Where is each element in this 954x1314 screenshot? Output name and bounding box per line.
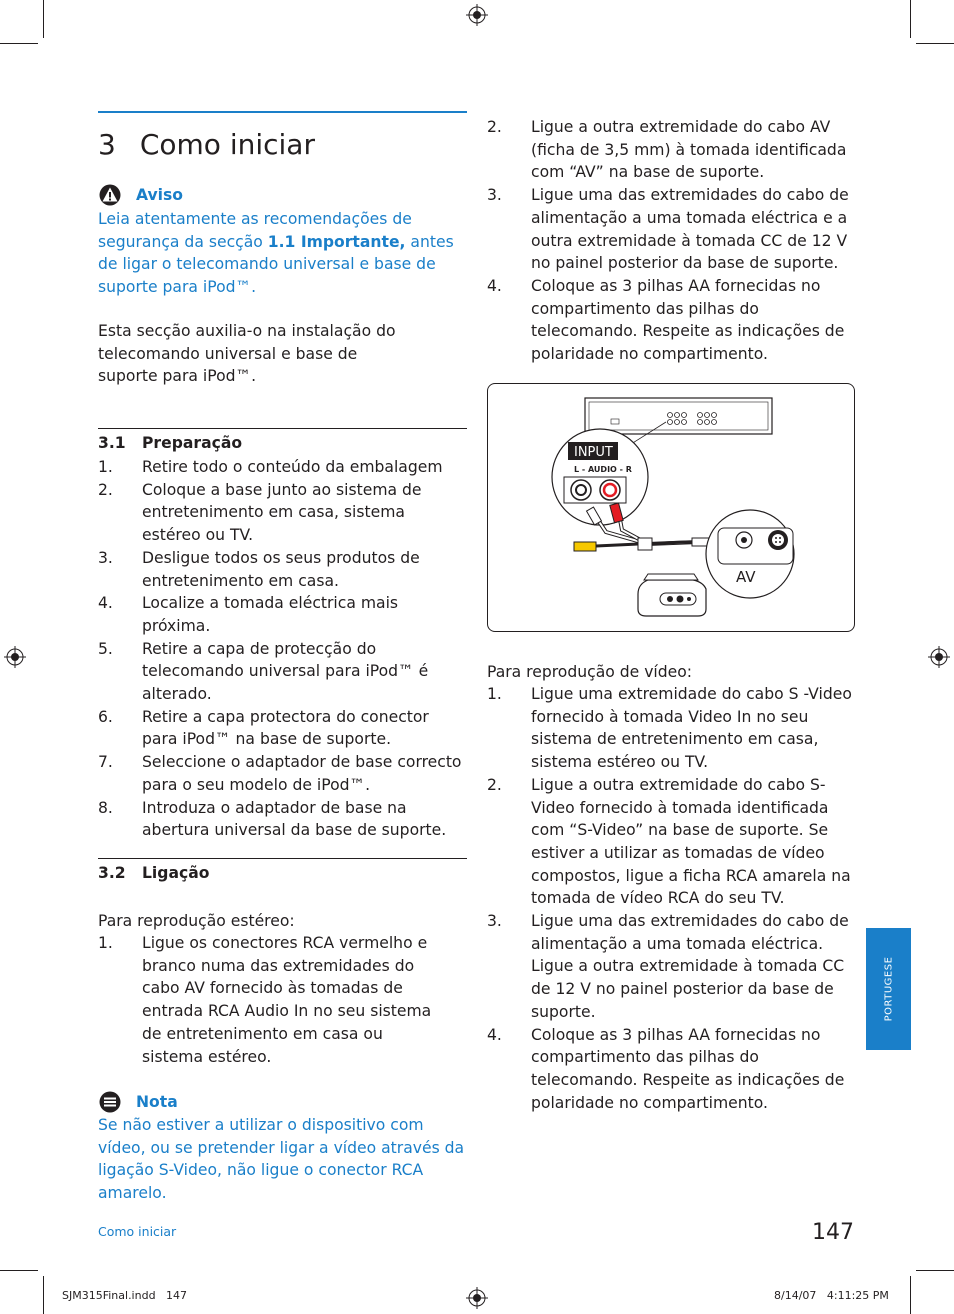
- registration-mark-icon: [4, 646, 26, 668]
- footer-section: Como iniciar: [98, 1224, 177, 1239]
- section-32-number: 3.2: [98, 864, 126, 882]
- list-item: 4. Coloque as 3 pilhas AA fornecidas no compartimento das pilhas do telecomando. Respeite as indicações de polaridade no compartimento.: [487, 276, 845, 364]
- chapter-rule: [98, 111, 467, 113]
- crop-mark: [910, 0, 911, 38]
- stereo-intro: Para reprodução estéreo:: [98, 912, 295, 930]
- connection-diagram: [488, 384, 854, 631]
- language-tab: [866, 928, 911, 1050]
- preparation-list: [98, 456, 468, 842]
- note-icon: [98, 1091, 122, 1113]
- crop-mark: [0, 43, 38, 44]
- video-intro: Para reprodução de vídeo:: [487, 663, 693, 681]
- page-number: 147: [812, 1220, 854, 1245]
- crop-mark: [0, 1270, 38, 1271]
- warning-label: Aviso: [136, 186, 184, 204]
- slug-date: 8/14/07 4:11:25 PM: [774, 1289, 889, 1302]
- list-item: 3. Ligue uma das extremidades do cabo de alimentação a uma tomada eléctrica e a outra extremidade à tomada CC de 12 V no painel posterior da base de suporte.: [487, 186, 849, 273]
- slug-file: SJM315Final.indd 147: [62, 1289, 188, 1302]
- warning-text: [98, 208, 468, 299]
- section-31-title: Preparação: [142, 434, 243, 452]
- warning-icon: [98, 184, 122, 206]
- stereo-list-part2: [487, 116, 857, 366]
- note-text: Se não estiver a utilizar o dispositivo com vídeo, ou se pretender ligar a vídeo através da ligação S-Video, não ligue o conector RCA amarelo.: [98, 1116, 465, 1203]
- section-rule: [98, 428, 467, 429]
- registration-mark-icon: [466, 1287, 488, 1309]
- section-31-number: 3.1: [98, 434, 126, 452]
- warning-text-b: antes de ligar o telecomando universal e base de suporte para iPod™.: [98, 232, 454, 297]
- list-item: 4. Coloque as 3 pilhas AA fornecidas no compartimento das pilhas do telecomando. Respeite as indicações de polaridade no compartimento.: [487, 1025, 845, 1112]
- list-item: 5. Retire a capa de protecção do telecomando universal para iPod™ é alterado.: [98, 639, 429, 704]
- video-list: [487, 683, 857, 1114]
- registration-mark-icon: [466, 4, 488, 26]
- list-item: 2. Coloque a base junto ao sistema de entretenimento em casa, sistema estéreo ou TV.: [98, 480, 422, 545]
- crop-mark: [43, 1276, 44, 1314]
- warning-box: [98, 183, 468, 299]
- section-32-heading: [98, 864, 210, 882]
- stereo-list-part1: [98, 932, 443, 1068]
- chapter-title: Como iniciar: [139, 128, 315, 161]
- list-item: 3. Desligue todos os seus produtos de entretenimento em casa.: [98, 548, 420, 590]
- list-item: 3. Ligue uma das extremidades do cabo de alimentação a uma tomada eléctrica. Ligue a outra extremidade à tomada CC de 12 V no painel posterior da base de suporte.: [487, 912, 849, 1021]
- section-32-title: Ligação: [142, 864, 210, 882]
- list-item: 4. Localize a tomada eléctrica mais próxima.: [98, 594, 399, 635]
- intro-paragraph: Esta secção auxilia-o na instalação do telecomando universal e base de suporte para iPod™.: [98, 322, 396, 386]
- crop-mark: [910, 1276, 911, 1314]
- list-item: 1. Ligue uma extremidade do cabo S -Video fornecido à tomada Video In no seu sistema de entretenimento em casa, sistema estéreo ou TV.: [487, 685, 852, 772]
- crop-mark: [43, 0, 44, 38]
- note-label: Nota: [136, 1093, 178, 1111]
- chapter-heading: [98, 128, 315, 161]
- section-rule: [98, 858, 467, 859]
- list-item: 1. Retire todo o conteúdo da embalagem: [98, 458, 443, 476]
- audio-label: L - AUDIO - R: [574, 465, 632, 474]
- warning-text-bold: 1.1 Importante,: [267, 232, 406, 251]
- crop-mark: [916, 43, 954, 44]
- receiver-shape: [585, 398, 772, 434]
- list-item: 6. Retire a capa protectora do conector para iPod™ na base de suporte.: [98, 707, 429, 749]
- crop-mark: [916, 1270, 954, 1271]
- chapter-number: 3: [98, 128, 116, 161]
- input-label: INPUT: [574, 445, 613, 460]
- list-item: 2. Ligue a outra extremidade do cabo S-Video fornecido à tomada identificada com “S-Video” na base de suporte. Se estiver a utilizar as tomadas de vídeo compostos, ligue a ficha RCA amarela na tomada de vídeo RCA do seu TV.: [487, 775, 851, 908]
- note-box: [98, 1090, 468, 1205]
- list-item: 1. Ligue os conectores RCA vermelho e branco numa das extremidades do cabo AV fornecido às tomadas de entrada RCA Audio In no seu sistema de entretenimento em casa ou sistema estéreo.: [98, 934, 432, 1066]
- list-item: 2. Ligue a outra extremidade do cabo AV (ficha de 3,5 mm) à tomada identificada com “AV” na base de suporte.: [487, 118, 847, 182]
- language-tab-label: PORTUGESE: [883, 956, 894, 1022]
- connection-figure: [487, 383, 855, 632]
- list-item: 7. Seleccione o adaptador de base correcto para o seu modelo de iPod™.: [98, 753, 462, 794]
- registration-mark-icon: [928, 646, 950, 668]
- warning-text-a: Leia atentamente as recomendações de segurança da secção: [98, 210, 412, 251]
- list-item: 8. Introduza o adaptador de base na abertura universal da base de suporte.: [98, 798, 447, 840]
- av-label: AV: [736, 568, 756, 586]
- section-31-heading: [98, 434, 243, 452]
